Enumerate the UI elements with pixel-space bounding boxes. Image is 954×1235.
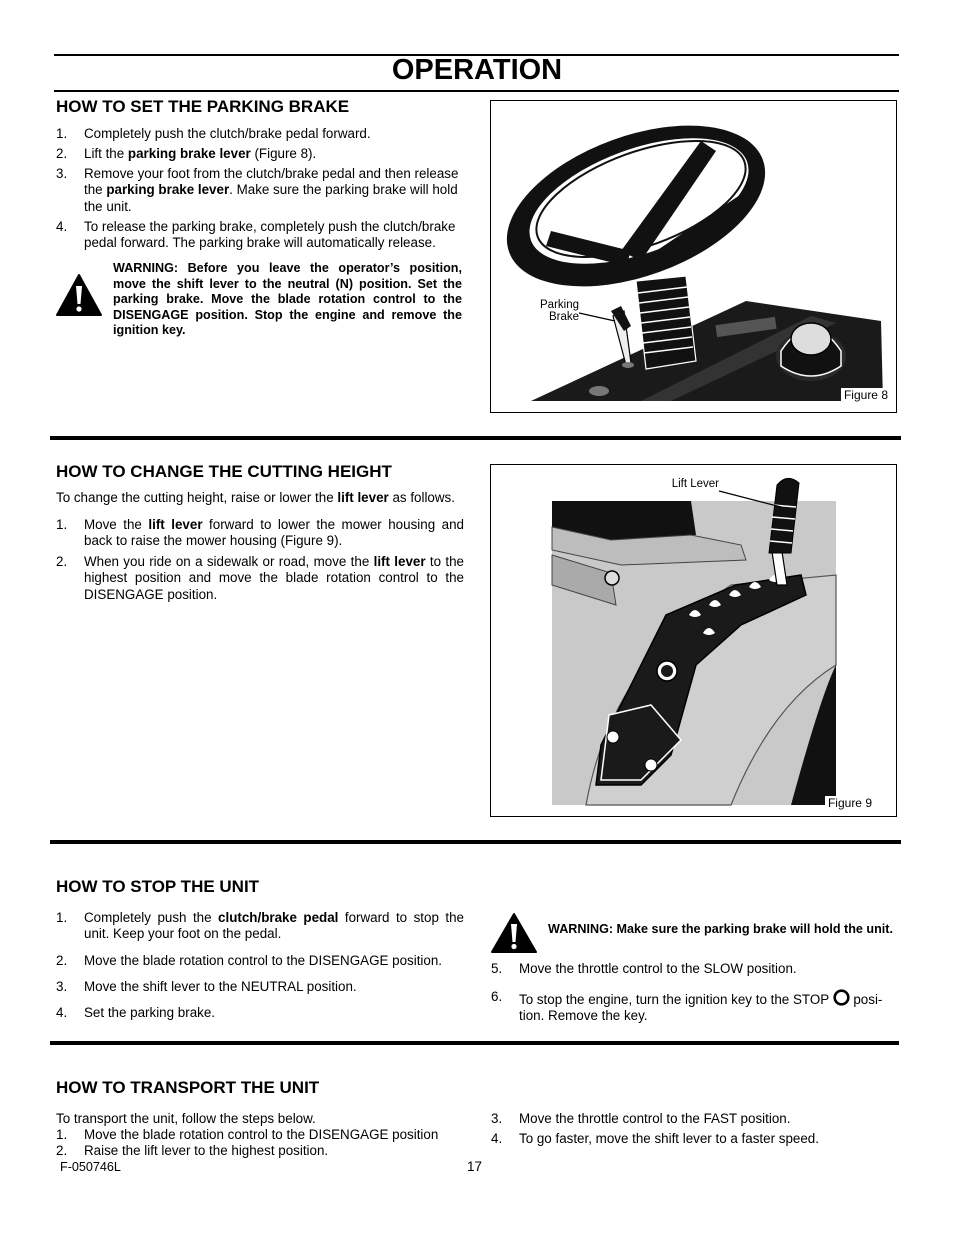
parking-warning: WARNING: Before you leave the operator’s position, move the shift lever to the neutral (N) position. Set the parking brake. Move the blade rotation control to the DISENGAGE position. Stop the engine and remove the ignition key. [113, 261, 462, 338]
section-rule-3 [50, 1041, 899, 1045]
doc-code: F-050746L [60, 1160, 121, 1174]
title-rule [54, 90, 899, 92]
stop-unit-heading: HOW TO STOP THE UNIT [56, 877, 260, 896]
warning-icon [54, 272, 104, 318]
stop-circle-icon [833, 989, 850, 1006]
lift-lever-callout: Lift Lever [671, 478, 719, 490]
lift-lever-illustration [491, 465, 896, 816]
figure-8-label: Figure 8 [841, 388, 888, 402]
page-title: OPERATION [391, 54, 563, 86]
figure-8 [490, 100, 897, 413]
stop-warning: WARNING: Make sure the parking brake will hold the unit. [548, 922, 893, 936]
cutting-height-intro: To change the cutting height, raise or lower the lift lever as follows. [56, 490, 455, 505]
page-number: 17 [467, 1159, 483, 1174]
section-rule-2 [50, 840, 901, 844]
steering-wheel-illustration [491, 101, 896, 412]
figure-9 [490, 464, 897, 817]
parking-brake-callout: Parking Brake [540, 299, 579, 323]
transport-intro: To transport the unit, follow the steps below. [56, 1111, 316, 1126]
cutting-height-heading: HOW TO CHANGE THE CUTTING HEIGHT [56, 462, 392, 481]
section-rule-1 [50, 436, 901, 440]
parking-brake-heading: HOW TO SET THE PARKING BRAKE [56, 97, 350, 116]
transport-heading: HOW TO TRANSPORT THE UNIT [56, 1078, 320, 1097]
warning-icon-2 [489, 912, 539, 954]
figure-9-label: Figure 9 [825, 796, 872, 810]
